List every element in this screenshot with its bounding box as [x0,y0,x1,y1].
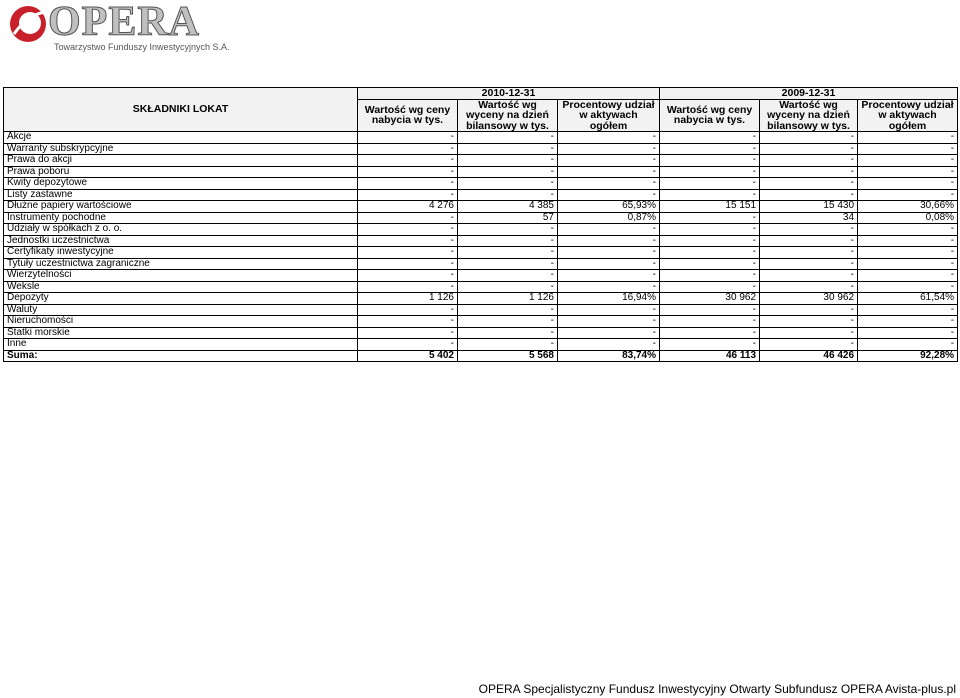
row-value: - [858,339,958,351]
row-value: - [660,327,760,339]
row-value: - [358,224,458,236]
row-value: - [660,270,760,282]
row-value: - [660,155,760,167]
row-value: - [760,132,858,144]
row-value: - [358,316,458,328]
row-value: - [760,316,858,328]
row-value: 5 402 [358,350,458,362]
row-value: 4 385 [458,201,558,213]
row-value: - [458,178,558,190]
table-row [4,247,958,259]
row-value: - [458,339,558,351]
row-value: - [760,304,858,316]
row-label: Listy zastawne [4,189,358,201]
row-value: - [558,235,660,247]
table-row [4,327,958,339]
row-value: 57 [458,212,558,224]
row-value: - [660,247,760,259]
row-label: Prawa do akcji [4,155,358,167]
table-row [4,166,958,178]
row-value: 1 126 [458,293,558,305]
row-value: - [660,281,760,293]
row-value: - [358,247,458,259]
row-value: - [660,212,760,224]
row-value: - [558,327,660,339]
row-value: - [660,235,760,247]
row-value: - [358,212,458,224]
row-value: - [558,189,660,201]
row-value: - [358,132,458,144]
row-label: Depozyty [4,293,358,305]
row-label: Jednostki uczestnictwa [4,235,358,247]
row-value: - [558,178,660,190]
row-value: 46 113 [660,350,760,362]
row-value: - [458,270,558,282]
row-value: - [858,316,958,328]
table-row [4,304,958,316]
table-row [4,258,958,270]
row-value: - [558,155,660,167]
row-value: - [760,143,858,155]
row-value: 34 [760,212,858,224]
row-value: - [558,224,660,236]
col-header: Wartość wg wyceny na dzień bilansowy w tys. [760,99,858,132]
row-value: - [858,132,958,144]
row-value: - [858,270,958,282]
row-value: - [458,304,558,316]
row-value: - [858,224,958,236]
row-label: Akcje [4,132,358,144]
row-value: - [660,143,760,155]
table-row [4,235,958,247]
row-value: - [458,189,558,201]
row-value: - [760,258,858,270]
row-value: - [558,281,660,293]
row-value: - [858,166,958,178]
row-label: Prawa poboru [4,166,358,178]
row-value: - [458,166,558,178]
row-value: - [760,178,858,190]
table-row [4,339,958,351]
row-label: Warranty subskrypcyjne [4,143,358,155]
row-label: Suma: [4,350,358,362]
row-label: Tytuły uczestnictwa zagraniczne [4,258,358,270]
row-value: 0,08% [858,212,958,224]
row-value: - [660,339,760,351]
table-row [4,316,958,328]
row-value: - [458,258,558,270]
row-value: - [458,224,558,236]
row-value: 61,54% [858,293,958,305]
table-row [4,270,958,282]
row-value: - [858,155,958,167]
row-value: 83,74% [558,350,660,362]
col-header: Wartość wg ceny nabycia w tys. [358,99,458,132]
row-value: - [458,327,558,339]
row-value: - [660,132,760,144]
table-row [4,212,958,224]
row-label: Inne [4,339,358,351]
row-value: 16,94% [558,293,660,305]
row-label: Waluty [4,304,358,316]
row-label: Weksle [4,281,358,293]
row-value: - [558,316,660,328]
table-row [4,132,958,144]
row-value: 46 426 [760,350,858,362]
col-header: Wartość wg ceny nabycia w tys. [660,99,760,132]
brand-subtitle: Towarzystwo Funduszy Inwestycyjnych S.A. [54,42,230,52]
row-value: - [458,132,558,144]
row-value: - [660,316,760,328]
row-value: - [358,327,458,339]
row-value: 92,28% [858,350,958,362]
row-value: - [558,143,660,155]
row-value: - [558,247,660,259]
col-header: Procentowy udział w aktywach ogółem [858,99,958,132]
row-value: 4 276 [358,201,458,213]
row-value: - [660,189,760,201]
row-value: - [760,339,858,351]
row-value: - [558,304,660,316]
row-value: - [660,224,760,236]
row-value: - [458,155,558,167]
table-row [4,143,958,155]
row-value: 0,87% [558,212,660,224]
row-value: - [858,327,958,339]
row-label: Kwity depozytowe [4,178,358,190]
row-value: 15 430 [760,201,858,213]
row-value: - [858,235,958,247]
row-label: Instrumenty pochodne [4,212,358,224]
footer-text: OPERA Specjalistyczny Fundusz Inwestycyjny Otwarty Subfundusz OPERA Avista-plus.pl [478,682,956,696]
row-value: - [358,270,458,282]
table-row [4,178,958,190]
row-value: - [558,339,660,351]
table-row [4,281,958,293]
row-value: - [458,281,558,293]
row-value: - [858,178,958,190]
sum-row [4,350,958,362]
row-value: - [760,224,858,236]
table-row [4,293,958,305]
row-value: - [858,258,958,270]
row-value: 30 962 [760,293,858,305]
row-value: - [558,258,660,270]
row-value: - [558,270,660,282]
col-header: Wartość wg wyceny na dzień bilansowy w tys. [458,99,558,132]
table-row [4,201,958,213]
row-value: 30,66% [858,201,958,213]
row-value: - [458,247,558,259]
row-value: - [858,143,958,155]
row-label: Statki morskie [4,327,358,339]
row-value: - [858,304,958,316]
header-year-2009: 2009-12-31 [660,88,958,100]
table-body [4,132,958,362]
row-value: - [660,258,760,270]
col-header: Procentowy udział w aktywach ogółem [558,99,660,132]
table-row [4,155,958,167]
row-value: - [358,258,458,270]
row-value: - [660,304,760,316]
row-value: - [458,143,558,155]
row-value: - [358,281,458,293]
row-label: Wierzytelności [4,270,358,282]
table-row [4,224,958,236]
header-skladniki: SKŁADNIKI LOKAT [4,88,358,132]
opera-logo [8,0,230,52]
header-years-row [4,88,958,100]
row-value: - [358,189,458,201]
opera-logo-mark-icon [8,4,48,44]
row-value: 1 126 [358,293,458,305]
brand-name: OPERA [48,0,200,45]
row-value: - [358,155,458,167]
header-year-2010: 2010-12-31 [358,88,660,100]
row-value: - [660,166,760,178]
row-value: 5 568 [458,350,558,362]
row-value: - [760,327,858,339]
row-label: Certyfikaty inwestycyjne [4,247,358,259]
row-value: - [858,281,958,293]
row-value: - [760,281,858,293]
row-label: Dłużne papiery wartościowe [4,201,358,213]
row-value: - [558,132,660,144]
row-value: - [558,166,660,178]
row-value: 65,93% [558,201,660,213]
row-value: 30 962 [660,293,760,305]
investments-table [3,87,958,362]
row-value: - [760,270,858,282]
row-value: - [458,316,558,328]
row-value: - [760,166,858,178]
row-value: - [358,178,458,190]
row-value: - [760,155,858,167]
row-value: - [358,235,458,247]
row-value: - [358,143,458,155]
row-value: - [760,189,858,201]
row-value: - [760,247,858,259]
row-value: 15 151 [660,201,760,213]
row-value: - [760,235,858,247]
row-value: - [858,247,958,259]
row-value: - [358,339,458,351]
row-value: - [358,166,458,178]
table-row [4,189,958,201]
row-label: Nieruchomości [4,316,358,328]
row-value: - [358,304,458,316]
row-label: Udziały w spółkach z o. o. [4,224,358,236]
row-value: - [458,235,558,247]
row-value: - [660,178,760,190]
row-value: - [858,189,958,201]
